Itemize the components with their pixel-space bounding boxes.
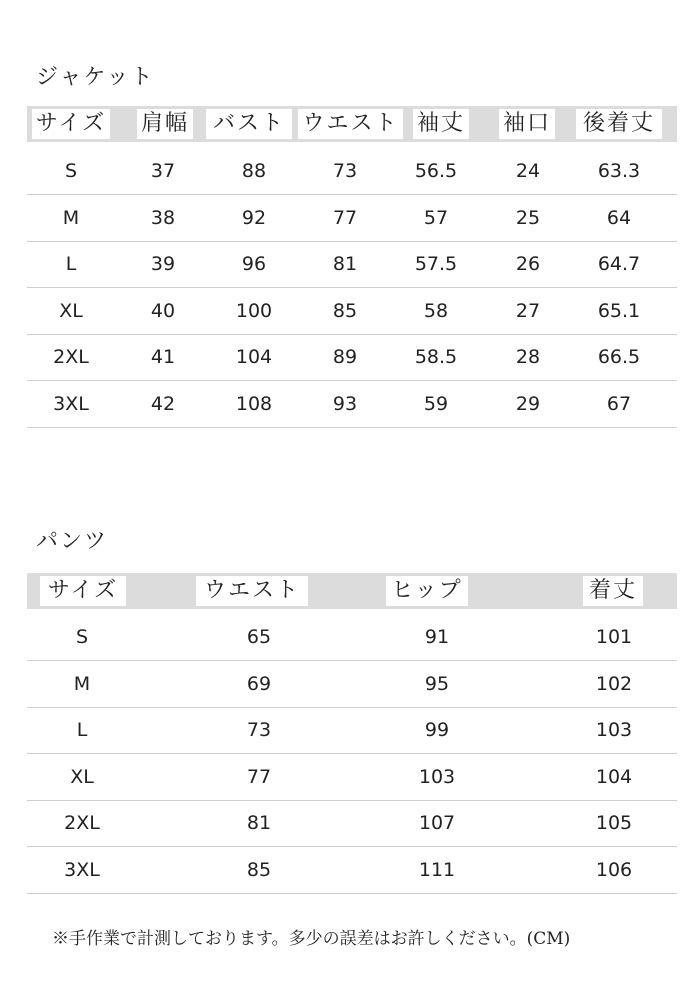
jacket-table-cell: 77 xyxy=(332,206,358,229)
pants-table-title: パンツ xyxy=(36,529,109,554)
pants-header-row xyxy=(27,573,677,609)
jacket-header-cell: 袖口 xyxy=(499,109,555,139)
jacket-table-cell: 42 xyxy=(150,392,176,415)
pants-table-cell: 101 xyxy=(595,626,633,648)
pants-table-cell: 105 xyxy=(595,812,633,834)
pants-table-row xyxy=(27,614,677,661)
jacket-table-cell: 27 xyxy=(515,299,541,322)
jacket-table-row xyxy=(27,241,677,288)
pants-table-cell: S xyxy=(75,626,89,648)
pants-table-cell: 106 xyxy=(595,858,633,881)
pants-table-cell: 77 xyxy=(246,765,272,788)
pants-table-cell: 2XL xyxy=(64,812,100,834)
pants-table-cell: 95 xyxy=(424,672,450,695)
jacket-table-cell: M xyxy=(62,206,80,229)
jacket-table-cell: 67 xyxy=(606,392,632,415)
jacket-table-row xyxy=(27,195,677,242)
jacket-table-row xyxy=(27,148,677,195)
jacket-table-cell: 25 xyxy=(515,206,541,229)
pants-table-cell: 65 xyxy=(246,626,272,648)
jacket-table-cell: 28 xyxy=(515,346,541,368)
pants-table-row xyxy=(27,800,677,847)
jacket-table-cell: XL xyxy=(59,299,83,322)
jacket-table-cell: 81 xyxy=(332,253,358,275)
pants-header-cell: ヒップ xyxy=(386,576,468,606)
jacket-table-cell: 92 xyxy=(241,206,267,229)
jacket-table-cell: 85 xyxy=(332,299,358,322)
jacket-header-cell: 袖丈 xyxy=(413,109,469,139)
pants-table-cell: 104 xyxy=(595,765,633,788)
jacket-table-cell: 40 xyxy=(150,299,176,322)
jacket-table-cell: 66.5 xyxy=(597,346,641,368)
jacket-table-cell: 38 xyxy=(150,206,176,229)
jacket-table-cell: S xyxy=(64,160,78,182)
jacket-table-cell: 100 xyxy=(235,299,273,322)
pants-table-cell: 85 xyxy=(246,858,272,881)
pants-table-cell: 3XL xyxy=(64,858,100,881)
jacket-table-cell: 37 xyxy=(150,160,176,182)
jacket-table-cell: 59 xyxy=(423,392,449,415)
jacket-table-cell: 64.7 xyxy=(597,253,641,275)
pants-header-cell: 着丈 xyxy=(583,576,643,606)
jacket-table-cell: L xyxy=(65,253,77,275)
pants-table-cell: L xyxy=(76,719,88,741)
jacket-table-cell: 57 xyxy=(423,206,449,229)
jacket-table-cell: 41 xyxy=(150,346,176,368)
pants-table-row xyxy=(27,847,677,894)
jacket-table-cell: 24 xyxy=(515,160,541,182)
jacket-table-cell: 108 xyxy=(235,392,273,415)
jacket-header-cell: 肩幅 xyxy=(137,109,193,139)
jacket-table-cell: 3XL xyxy=(53,392,89,415)
measurement-note: ※手作業で計測しております。多少の誤差はお許しください。(CM) xyxy=(52,929,571,949)
jacket-table-cell: 88 xyxy=(241,160,267,182)
jacket-table-cell: 96 xyxy=(241,253,267,275)
jacket-table-cell: 104 xyxy=(235,346,273,368)
jacket-table-cell: 93 xyxy=(332,392,358,415)
pants-table-row xyxy=(27,754,677,801)
pants-header-cell: サイズ xyxy=(40,576,126,606)
jacket-table-cell: 58 xyxy=(423,299,449,322)
jacket-table-cell: 56.5 xyxy=(414,160,458,182)
pants-table-cell: 91 xyxy=(424,626,450,648)
jacket-table-cell: 57.5 xyxy=(414,253,458,275)
jacket-table-cell: 58.5 xyxy=(414,346,458,368)
pants-table-cell: XL xyxy=(70,765,94,788)
jacket-header-cell: バスト xyxy=(206,109,292,139)
pants-table-row xyxy=(27,707,677,754)
jacket-header-cell: サイズ xyxy=(32,109,110,139)
jacket-header-row xyxy=(27,106,677,142)
pants-table-cell: 69 xyxy=(246,672,272,695)
pants-table-cell: 103 xyxy=(418,765,456,788)
jacket-table-cell: 29 xyxy=(515,392,541,415)
jacket-table-row xyxy=(27,334,677,381)
pants-table-cell: 111 xyxy=(418,858,456,881)
jacket-table-cell: 89 xyxy=(332,346,358,368)
pants-table-row xyxy=(27,661,677,708)
jacket-table-cell: 26 xyxy=(515,253,541,275)
jacket-header-cell: ウエスト xyxy=(298,109,403,139)
jacket-table-cell: 73 xyxy=(332,160,358,182)
pants-table-cell: M xyxy=(73,672,91,695)
jacket-table-cell: 39 xyxy=(150,253,176,275)
pants-table-cell: 102 xyxy=(595,672,633,695)
pants-table-cell: 99 xyxy=(424,719,450,741)
pants-header-cell: ウエスト xyxy=(196,576,308,606)
pants-table-cell: 73 xyxy=(246,719,272,741)
jacket-table-cell: 65.1 xyxy=(597,299,641,322)
jacket-table-cell: 63.3 xyxy=(597,160,641,182)
pants-table-cell: 103 xyxy=(595,719,633,741)
jacket-header-cell: 後着丈 xyxy=(576,109,662,139)
jacket-table-row xyxy=(27,288,677,335)
jacket-table-cell: 2XL xyxy=(53,346,89,368)
jacket-table-cell: 64 xyxy=(606,206,632,229)
jacket-table-title: ジャケット xyxy=(36,65,155,90)
pants-table-cell: 81 xyxy=(246,812,272,834)
pants-table-cell: 107 xyxy=(418,812,456,834)
jacket-table-row xyxy=(27,381,677,428)
